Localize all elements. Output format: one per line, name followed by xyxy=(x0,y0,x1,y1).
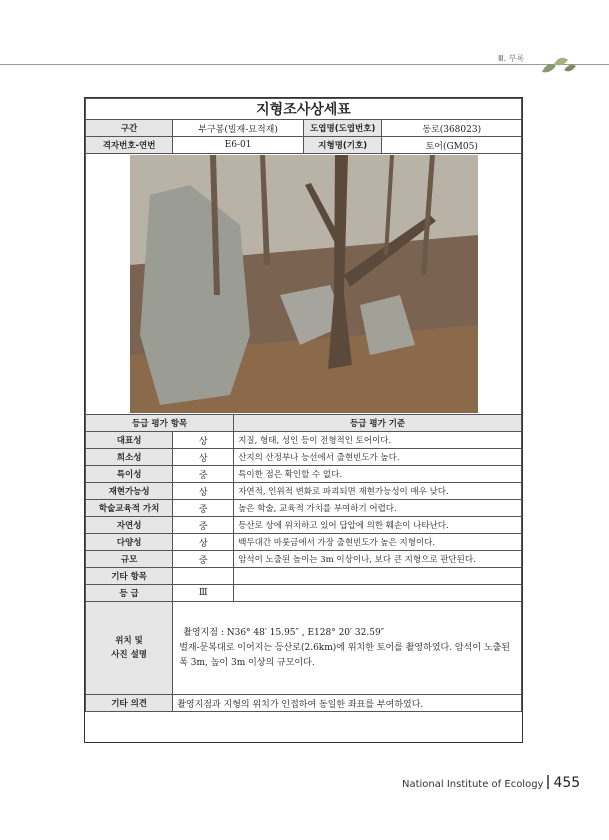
grade-row xyxy=(86,551,522,568)
section-value: 부구봉(빌재-묘적재) xyxy=(173,120,304,137)
grade-row-criteria: 산지의 산정부나 능선에서 출현빈도가 높다. xyxy=(234,449,522,466)
section-label: 구간 xyxy=(86,120,173,137)
landscape-photo xyxy=(130,155,478,413)
grade-row-grade: 상 xyxy=(173,432,234,449)
grade-row-label: 희소성 xyxy=(86,449,173,466)
leaf-ornament-icon xyxy=(538,52,578,76)
footer-org: National Institute of Ecology xyxy=(402,779,544,790)
location-desc-line1: 벌재-문복대로 이어지는 등산로(2.6km)에 위치한 토어를 촬영하였다. 암석이 노출된 xyxy=(179,642,510,653)
grade-row-criteria: 특이한 점은 확인할 수 없다. xyxy=(234,466,522,483)
grade-row-grade: 상 xyxy=(173,449,234,466)
footer-divider xyxy=(547,775,549,789)
opinion-value: 촬영지점과 지형의 위치가 인접하여 동일한 좌표를 부여하였다. xyxy=(173,695,522,712)
grade-row xyxy=(86,500,522,517)
other-item-grade xyxy=(173,568,234,585)
overall-grade-label: 등 급 xyxy=(86,585,173,602)
grade-row xyxy=(86,534,522,551)
grade-row-criteria: 지질, 형태, 성인 등이 전형적인 토어이다. xyxy=(234,432,522,449)
photo-coordinates: 촬영지점 : N36° 48′ 15.95″ , E128° 20′ 32.59″ xyxy=(183,627,385,638)
grade-row-label: 재현가능성 xyxy=(86,483,173,500)
grade-row xyxy=(86,466,522,483)
grade-row-grade: 중 xyxy=(173,551,234,568)
photo-cell xyxy=(86,154,522,415)
grade-row-grade: 중 xyxy=(173,517,234,534)
grade-row xyxy=(86,483,522,500)
grade-row-label: 대표성 xyxy=(86,432,173,449)
opinion-label: 기타 의견 xyxy=(86,695,173,712)
grade-row-label: 특이성 xyxy=(86,466,173,483)
grade-row xyxy=(86,432,522,449)
grade-row-grade: 상 xyxy=(173,483,234,500)
overall-grade-note xyxy=(234,585,522,602)
location-label-line1: 위치 및 xyxy=(115,636,143,646)
terrain-survey-sheet xyxy=(84,97,523,743)
grade-row-label: 규모 xyxy=(86,551,173,568)
other-item-label: 기타 항목 xyxy=(86,568,173,585)
location-description xyxy=(173,602,522,695)
map-value: 동로(368023) xyxy=(382,120,522,137)
section-tag: Ⅲ. 부록 xyxy=(498,54,525,63)
grade-row-criteria: 암석이 노출된 높이는 3m 이상이나, 보다 큰 지형으로 판단된다. xyxy=(234,551,522,568)
grid-value: E6-01 xyxy=(173,137,304,154)
header-rule xyxy=(0,64,609,65)
grade-row-criteria: 높은 학술, 교육적 가치를 부여하기 어렵다. xyxy=(234,500,522,517)
grade-row-grade: 중 xyxy=(173,466,234,483)
sheet-title: 지형조사상세표 xyxy=(86,99,522,120)
overall-grade-value: Ⅲ xyxy=(173,585,234,602)
terrain-label: 지형명(기호) xyxy=(303,137,381,154)
grade-row xyxy=(86,449,522,466)
location-label xyxy=(86,602,173,695)
terrain-value: 토어(GM05) xyxy=(382,137,522,154)
grade-row-criteria: 자연적, 인위적 변화로 파괴되면 재현가능성이 매우 낮다. xyxy=(234,483,522,500)
page-footer xyxy=(402,775,580,791)
grade-row-label: 학술교육적 가치 xyxy=(86,500,173,517)
location-label-line2: 사진 설명 xyxy=(111,650,147,660)
grade-row-criteria: 등산로 상에 위치하고 있어 답압에 의한 훼손이 나타난다. xyxy=(234,517,522,534)
other-item-criteria xyxy=(234,568,522,585)
grade-row-grade: 상 xyxy=(173,534,234,551)
page-number: 455 xyxy=(553,775,581,791)
grade-row-label: 자연성 xyxy=(86,517,173,534)
grade-item-header: 등급 평가 항목 xyxy=(86,415,234,432)
grid-label: 격자번호-연번 xyxy=(86,137,173,154)
location-desc-line2: 폭 3m, 높이 3m 이상의 규모이다. xyxy=(179,657,315,668)
grade-row-criteria: 백두대간 마룻금에서 가장 출현빈도가 높은 지형이다. xyxy=(234,534,522,551)
grade-criteria-header: 등급 평가 기준 xyxy=(234,415,522,432)
grade-row xyxy=(86,517,522,534)
grade-row-label: 다양성 xyxy=(86,534,173,551)
grade-row-grade: 중 xyxy=(173,500,234,517)
map-label: 도엽명(도엽번호) xyxy=(303,120,381,137)
